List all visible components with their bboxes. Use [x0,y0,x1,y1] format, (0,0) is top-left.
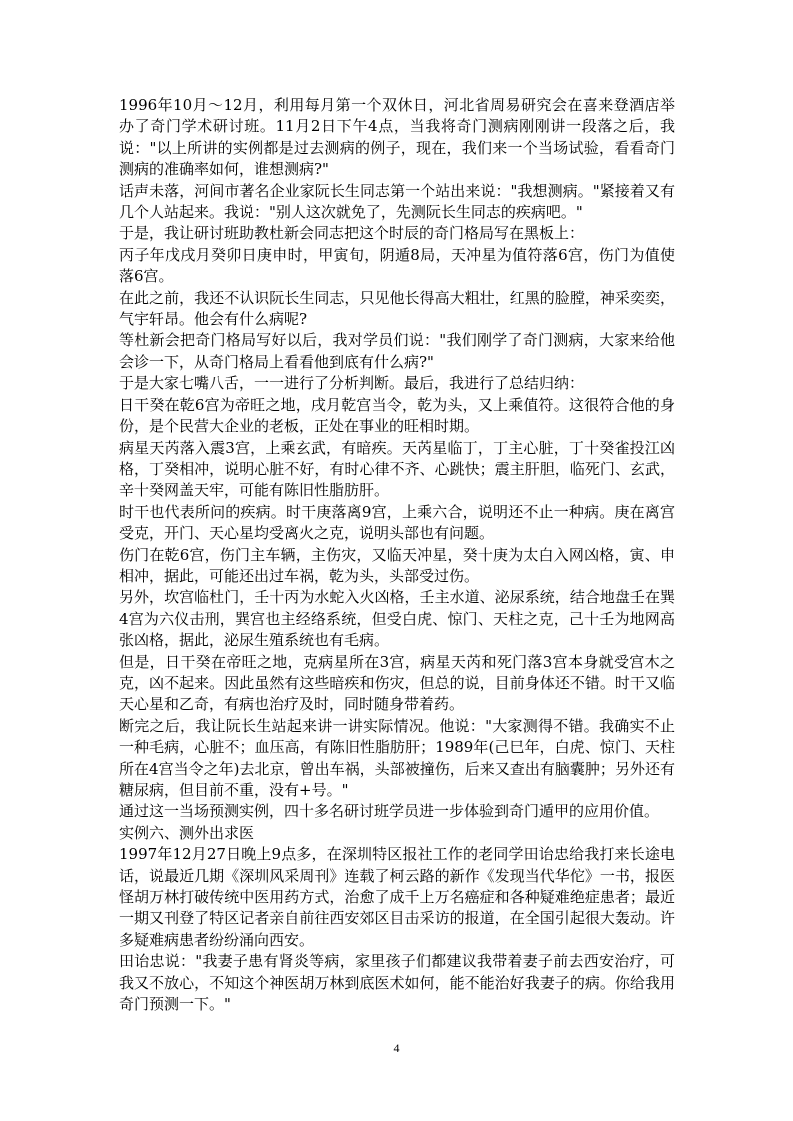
paragraph-15: 通过这一当场预测实例，四十多名研讨班学员进一步体验到奇门遁甲的应用价值。 [119,802,660,821]
paragraph-3: 于是，我让研讨班助教杜新会同志把这个时辰的奇门格局写在黑板上： [119,224,585,243]
paragraph-5: 在此之前，我还不认识阮长生同志，只见他长得高大粗壮，红黑的脸膛，神采奕奕，气宇轩昂。他会有什么病呢? [119,288,675,329]
paragraph-6: 等杜新会把奇门格局写好以后，我对学员们说："我们刚学了奇门测病，大家来给他会诊一下，从奇门格局上看看他到底有什么病?" [119,331,675,371]
paragraph-11: 伤门在乾6宫，伤门主车辆，主伤灾，又临天冲星，癸十庚为太白入网凶格，寅、申相冲，据此，可能还出过车祸，乾为头，头部受过伤。 [119,545,675,585]
paragraph-7: 于是大家七嘴八舌，一一进行了分析判断。最后，我进行了总结归纳： [119,374,585,393]
paragraph-10: 时干也代表所问的疾病。时干庚落离9宫，上乘六合，说明还不止一种病。庚在离宫受克，开门、天心星均受离火之克，说明头部也有问题。 [119,502,675,543]
document-body [119,95,675,1015]
paragraph-9: 病星天芮落入震3宫，上乘玄武，有暗疾。天芮星临丁，丁主心脏，丁十癸雀投江凶格，丁癸相冲，说明心脏不好，有时心律不齐、心跳快；震主肝胆，临死门、玄武，辛十癸网盖天牢，可能有陈旧性脂肪肝。 [119,438,675,500]
paragraph-1: 1996年10月～12月，利用每月第一个双休日，河北省周易研究会在喜来登酒店举办了奇门学术研讨班。11月2日下午4点，当我将奇门测病刚刚讲一段落之后，我说："以上所讲的实例都是过去测病的例子，现在，我们来一个当场试验，看看奇门测病的准确率如何，谁想测病?" [119,96,675,179]
paragraph-17: 1997年12月27日晚上9点多，在深圳特区报社工作的老同学田诒忠给我打来长途电话，说最近几期《深圳风采周刊》连载了柯云路的新作《发现当代华佗》一书，报医怪胡万林打破传统中医用药方式，治愈了成千上万名癌症和各种疑难绝症患者；最近一期又刊登了特区记者亲自前往西安郊区目击采访的报道，在全国引起很大轰动。许多疑难病患者纷纷涌向西安。 [119,845,675,949]
paragraph-4: 丙子年戊戌月癸卯日庚申时，甲寅旬，阴遁8局，天冲星为值符落6宫，伤门为值使落6宫。 [119,245,675,286]
paragraph-13: 但是，日干癸在帝旺之地，克病星所在3宫，病星天芮和死门落3宫本身就受宫木之克，凶不起来。因此虽然有这些暗疾和伤灾，但总的说，目前身体还不错。时干又临天心星和乙奇，有病也治疗及时，同时随身带着药。 [119,652,675,714]
paragraph-8: 日干癸在乾6宫为帝旺之地，戌月乾宫当令，乾为头，又上乘值符。这很符合他的身份，是个民营大企业的老板，正处在事业的旺相时期。 [119,395,675,436]
paragraph-12: 另外，坎宫临杜门，壬十丙为水蛇入火凶格，壬主水道、泌尿系统，结合地盘壬在巽4宫为六仪击刑，巽宫也主经络系统，但受白虎、惊门、天柱之克，己十壬为地网高张凶格，据此，泌尿生殖系统也有毛病。 [119,588,675,650]
page-number: 4 [393,1041,400,1055]
paragraph-14: 断完之后，我让阮长生站起来讲一讲实际情况。他说："大家测得不错。我确实不止一种毛病，心脏不；血压高，有陈旧性脂肪肝；1989年(己巳年，白虎、惊门、天柱所在4宫当令之年)去北京，曾出车祸，头部被撞伤，后来又查出有脑囊肿；另外还有糖尿病，但目前不重，没有+号。" [119,716,675,799]
section-heading: 实例六、测外出求医 [119,823,255,842]
paragraph-18: 田诒忠说："我妻子患有肾炎等病，家里孩子们都建议我带着妻子前去西安治疗，可我又不放心，不知这个神医胡万林到底医术如何，能不能治好我妻子的病。你给我用奇门预测一下。" [119,952,675,1014]
paragraph-2: 话声未落，河间市著名企业家阮长生同志第一个站出来说："我想测病。"紧接着又有几个人站起来。我说："别人这次就免了，先测阮长生同志的疾病吧。" [119,181,675,222]
